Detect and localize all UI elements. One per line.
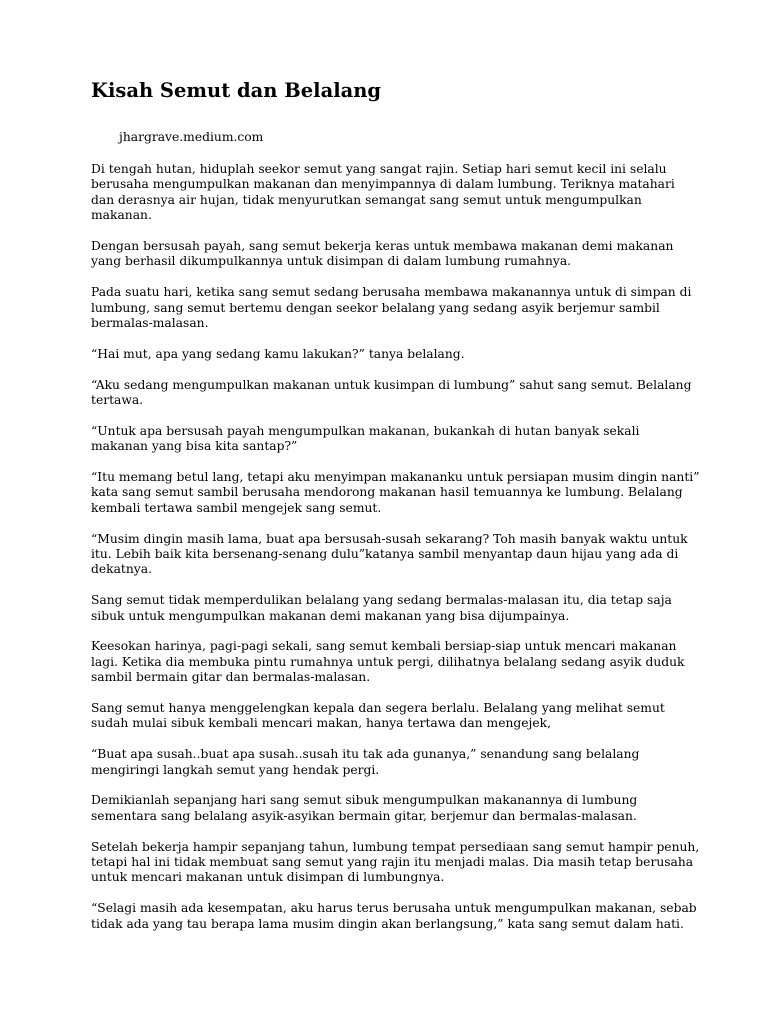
body-paragraph	[91, 901, 697, 932]
paragraph-line: “Musim dingin masih lama, buat apa bersusah-susah sekarang? Toh masih banyak waktu untuk	[91, 531, 688, 546]
paragraph-line: sudah mulai sibuk kembali mencari makan, hanya tertawa dan mengejek,	[91, 716, 551, 731]
paragraph-line: dan derasnya air hujan, tidak menyurutkan semangat sang semut untuk mengumpulkan	[91, 192, 642, 207]
paragraph-line: Sang semut tidak memperdulikan belalang yang sedang bermalas-malasan itu, dia tetap saja	[91, 593, 672, 608]
document-body	[91, 162, 700, 947]
body-paragraph	[91, 839, 700, 886]
paragraph-line: mengiringi langkah semut yang hendak pergi.	[91, 762, 380, 777]
paragraph-line: kata sang semut sambil berusaha mendorong makanan hasil temuannya ke lumbung. Belalang	[91, 485, 683, 500]
body-paragraph	[91, 285, 691, 331]
document-title: Kisah Semut dan Belalang	[91, 79, 382, 102]
paragraph-line: bermalas-malasan.	[91, 316, 209, 331]
paragraph-line: sementara sang belalang asyik-asyikan bermain gitar, berjemur dan bermalas-malasan.	[91, 808, 637, 823]
source-line: jhargrave.medium.com	[119, 130, 264, 144]
body-paragraph	[91, 162, 691, 224]
paragraph-line: tetapi hal ini tidak membuat sang semut yang rajin itu menjadi malas. Dia masih tetap berusaha	[91, 855, 694, 870]
body-paragraph	[91, 424, 691, 455]
paragraph-line: “Aku sedang mengumpulkan makanan untuk kusimpan di lumbung” sahut sang semut. Belalang	[91, 377, 692, 392]
body-paragraph	[91, 593, 691, 624]
paragraph-line: “Buat apa susah..buat apa susah..susah itu tak ada gunanya,” senandung sang belalang	[91, 747, 640, 762]
body-paragraph	[91, 470, 700, 516]
paragraph-line: “Itu memang betul lang, tetapi aku menyimpan makananku untuk persiapan musim dingin nanti”	[91, 470, 700, 485]
paragraph-line: berusaha mengumpulkan makanan dan menyimpannya di dalam lumbung. Teriknya matahari	[91, 177, 675, 192]
paragraph-line: itu. Lebih baik kita bersenang-senang dulu”katanya sambil menyantap daun hijau yang ada di	[91, 547, 679, 562]
paragraph-line: yang berhasil dikumpulkannya untuk disimpan di dalam lumbung rumahnya.	[91, 254, 572, 269]
paragraph-line: Setelah bekerja hampir sepanjang tahun, lumbung tempat persediaan sang semut hampir penuh,	[91, 839, 700, 854]
paragraph-line: untuk mencari makanan untuk disimpan di lumbungnya.	[91, 870, 445, 885]
paragraph-line: “Untuk apa bersusah payah mengumpulkan makanan, bukankah di hutan banyak sekali	[91, 423, 640, 438]
paragraph-line: Keesokan harinya, pagi-pagi sekali, sang semut kembali bersiap-siap untuk mencari makanan	[91, 639, 677, 654]
paragraph-line: makanan.	[91, 208, 152, 223]
body-paragraph	[91, 378, 691, 409]
body-paragraph	[91, 793, 691, 824]
paragraph-line: “Hai mut, apa yang sedang kamu lakukan?” tanya belalang.	[91, 346, 465, 361]
paragraph-line: Di tengah hutan, hiduplah seekor semut yang sangat rajin. Setiap hari semut kecil ini selalu	[91, 162, 667, 176]
paragraph-line: Pada suatu hari, ketika sang semut sedang berusaha membawa makanannya untuk di simpan di	[91, 285, 692, 300]
paragraph-line: Sang semut hanya menggelengkan kepala dan segera berlalu. Belalang yang melihat semut	[91, 701, 665, 716]
paragraph-line: tidak ada yang tau berapa lama musim dingin akan berlangsung,” kata sang semut dalam hati.	[91, 916, 684, 931]
paragraph-line: lumbung, sang semut bertemu dengan seekor belalang yang sedang asyik berjemur sambil	[91, 300, 660, 315]
paragraph-line: “Selagi masih ada kesempatan, aku harus terus berusaha untuk mengumpulkan makanan, sebab	[91, 901, 697, 916]
body-paragraph	[91, 639, 691, 685]
paragraph-line: kembali tertawa sambil mengejek sang semut.	[91, 500, 382, 515]
paragraph-line: sambil bermain gitar dan bermalas-malasan.	[91, 670, 371, 685]
paragraph-line: sibuk untuk mengumpulkan makanan demi makanan yang bisa dijumpainya.	[91, 608, 570, 623]
body-paragraph	[91, 532, 691, 578]
body-paragraph	[91, 347, 691, 362]
body-paragraph	[91, 701, 691, 732]
paragraph-line: dekatnya.	[91, 562, 152, 577]
paragraph-line: makanan yang bisa kita santap?”	[91, 439, 298, 454]
body-paragraph	[91, 747, 691, 778]
paragraph-line: Demikianlah sepanjang hari sang semut sibuk mengumpulkan makanannya di lumbung	[91, 793, 638, 808]
paragraph-line: Dengan bersusah payah, sang semut bekerja keras untuk membawa makanan demi makanan	[91, 239, 674, 254]
paragraph-line: tertawa.	[91, 393, 144, 408]
body-paragraph	[91, 239, 691, 270]
paragraph-line: lagi. Ketika dia membuka pintu rumahnya untuk pergi, dilihatnya belalang sedang asyik duduk	[91, 654, 685, 669]
